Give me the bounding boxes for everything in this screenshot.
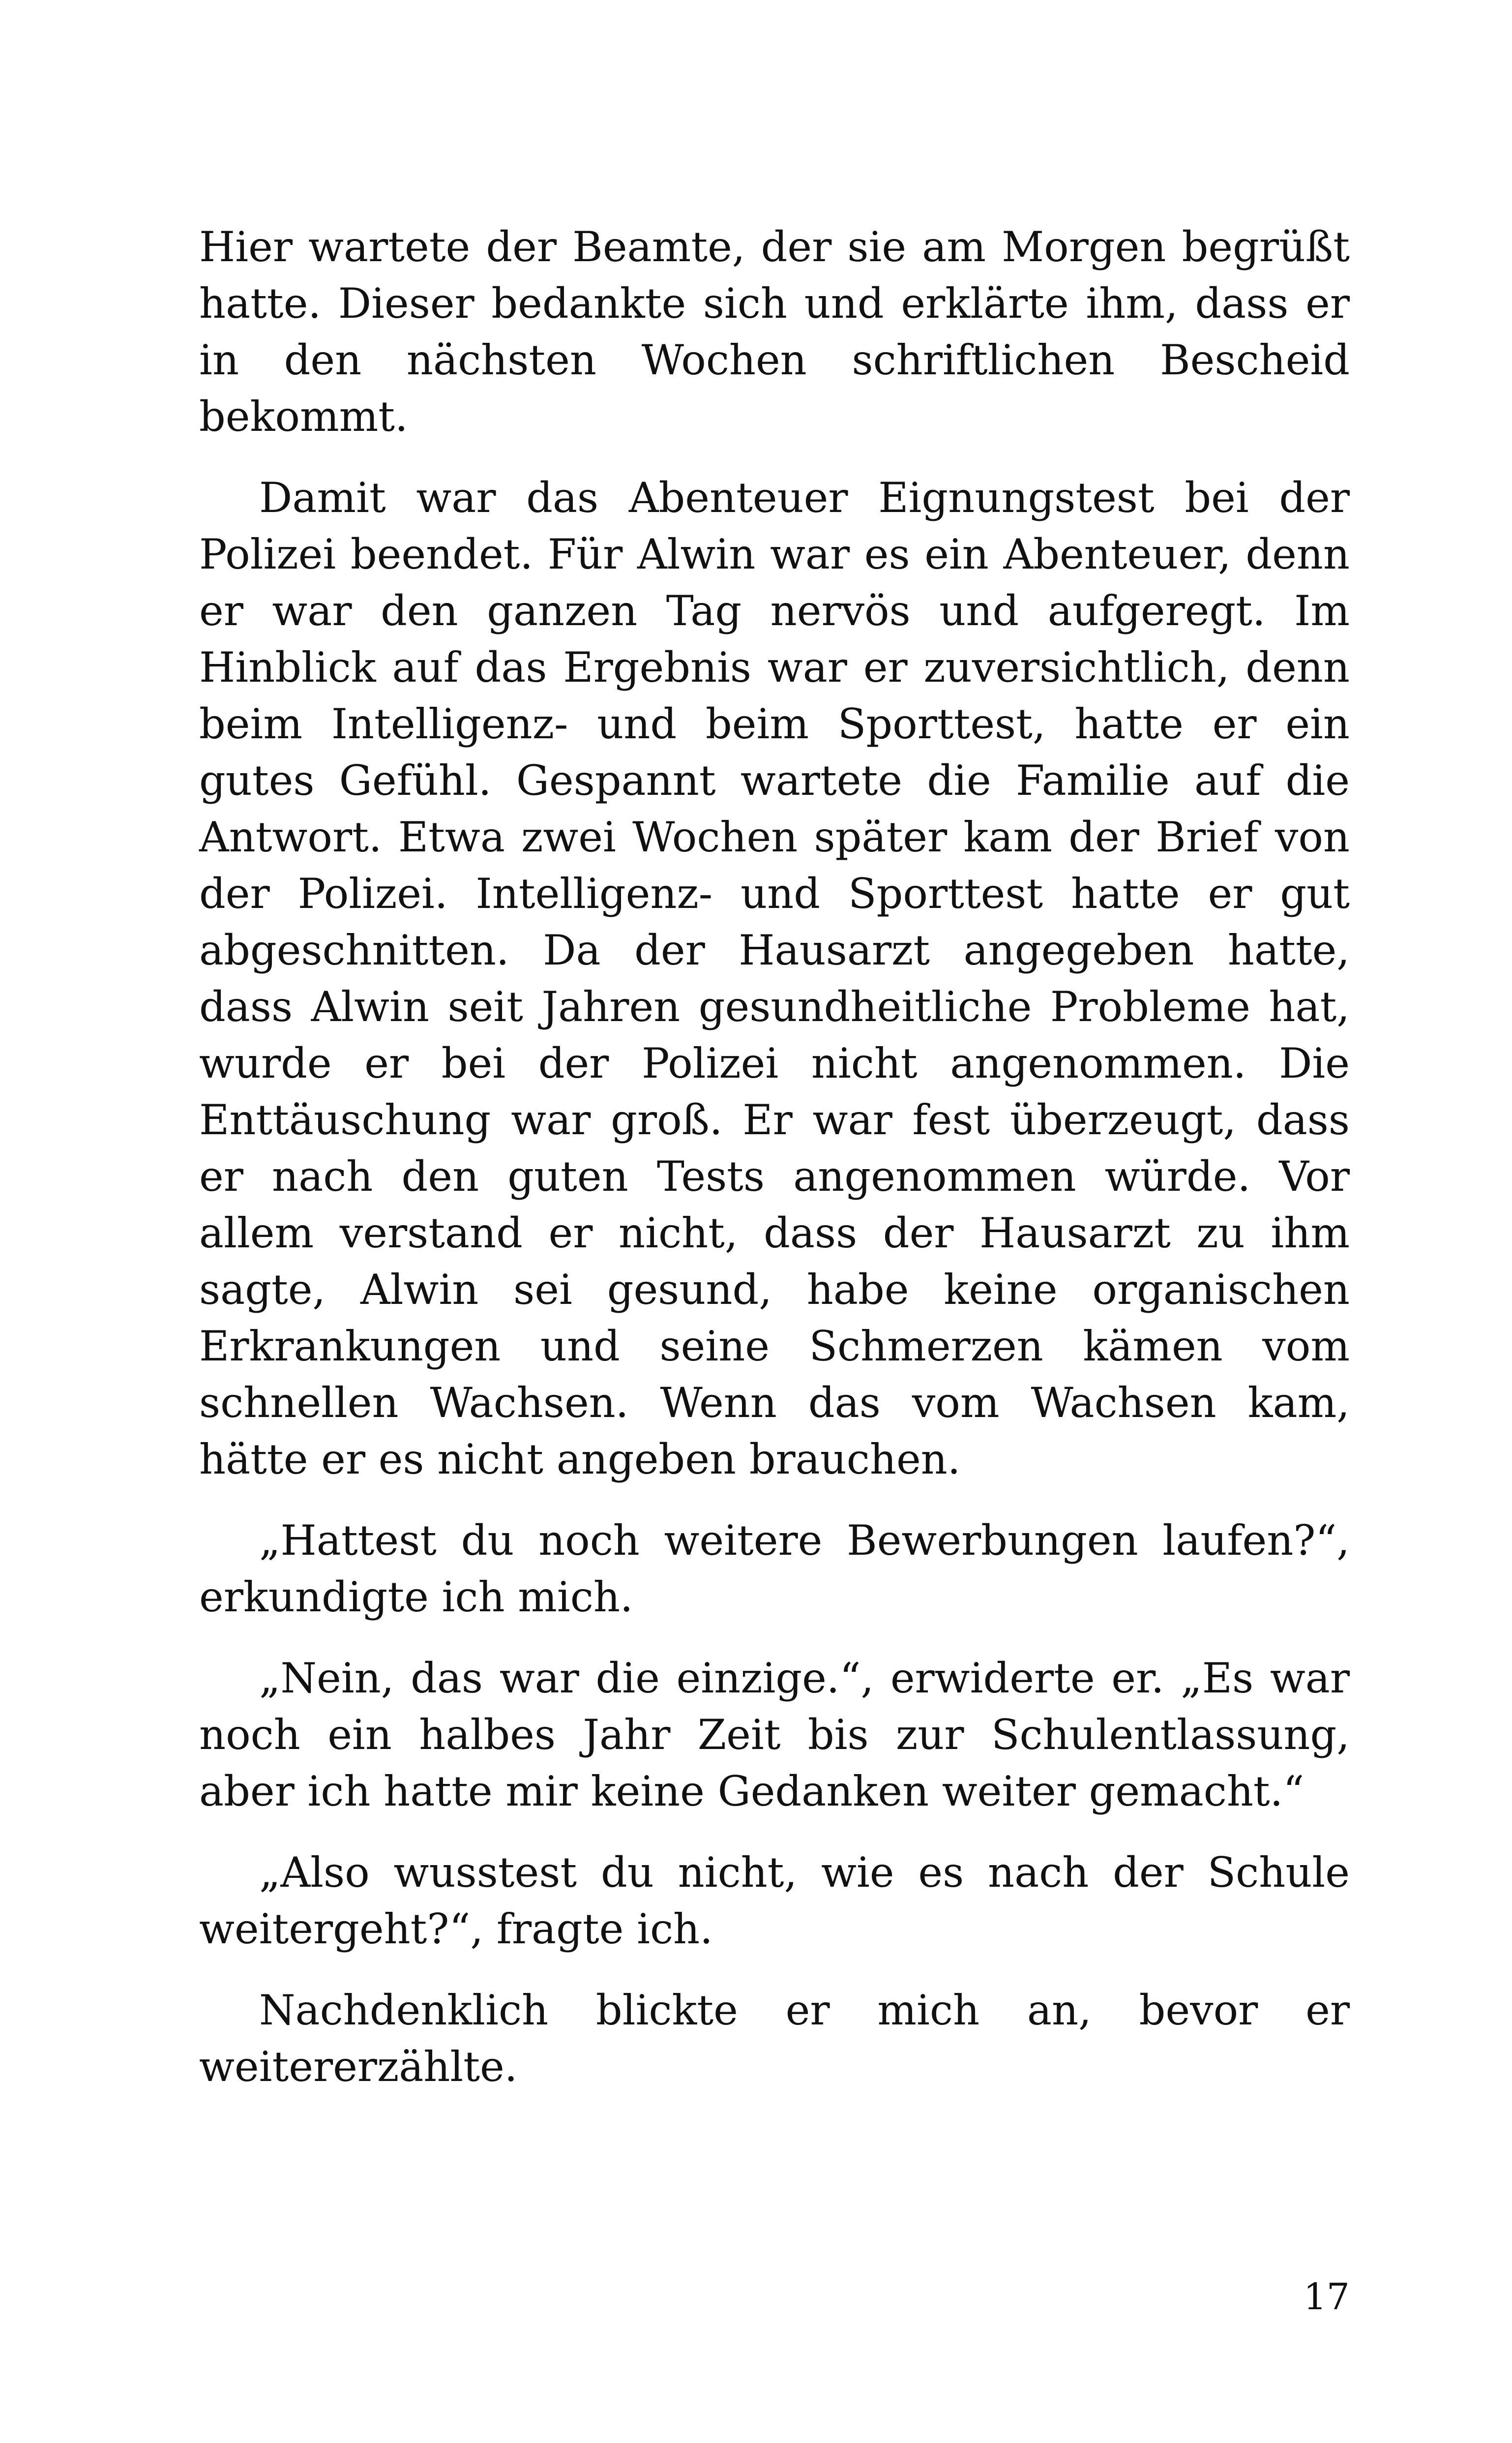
paragraph-3: „Hattest du noch weitere Bewerbungen laufen?“, erkundigte ich mich.: [199, 1516, 1350, 1621]
body-text: [199, 219, 1350, 2095]
paragraph-2: Damit war das Abenteuer Eignungstest bei der Polizei beendet. Für Alwin war es ein Abenteuer, denn er war den ganzen Tag nervös und aufgeregt. Im Hinblick auf das Ergebnis war er zuversichtlich, denn beim Intelligenz- und beim Sporttest, hatte er ein gutes Gefühl. Gespannt wartete die Familie auf die Antwort. Etwa zwei Wochen später kam der Brief von der Polizei. Intelligenz- und Sporttest hatte er gut abgeschnitten. Da der Hausarzt angegeben hatte, dass Alwin seit Jahren gesundheitliche Probleme hat, wurde er bei der Polizei nicht angenommen. Die Enttäuschung war groß. Er war fest überzeugt, dass er nach den guten Tests angenommen würde. Vor allem verstand er nicht, dass der Hausarzt zu ihm sagte, Alwin sei gesund, habe keine organischen Erkrankungen und seine Schmerzen kämen vom schnellen Wachsen. Wenn das vom Wachsen kam, hätte er es nicht angeben brauchen.: [199, 474, 1350, 1483]
paragraph-1: Hier wartete der Beamte, der sie am Morgen begrüßt hatte. Dieser bedankte sich und erklärte ihm, dass er in den nächsten Wochen schriftlichen Bescheid bekommt.: [199, 223, 1350, 441]
page-number: 17: [1303, 2276, 1350, 2318]
paragraph-4: „Nein, das war die einzige.“, erwiderte er. „Es war noch ein halbes Jahr Zeit bis zur Schulentlassung, aber ich hatte mir keine Gedanken weiter gemacht.“: [199, 1654, 1350, 1815]
paragraph-6: Nachdenklich blickte er mich an, bevor er weitererzählte.: [199, 1986, 1350, 2091]
paragraph-5: „Also wusstest du nicht, wie es nach der Schule weitergeht?“, fragte ich.: [199, 1848, 1350, 1953]
